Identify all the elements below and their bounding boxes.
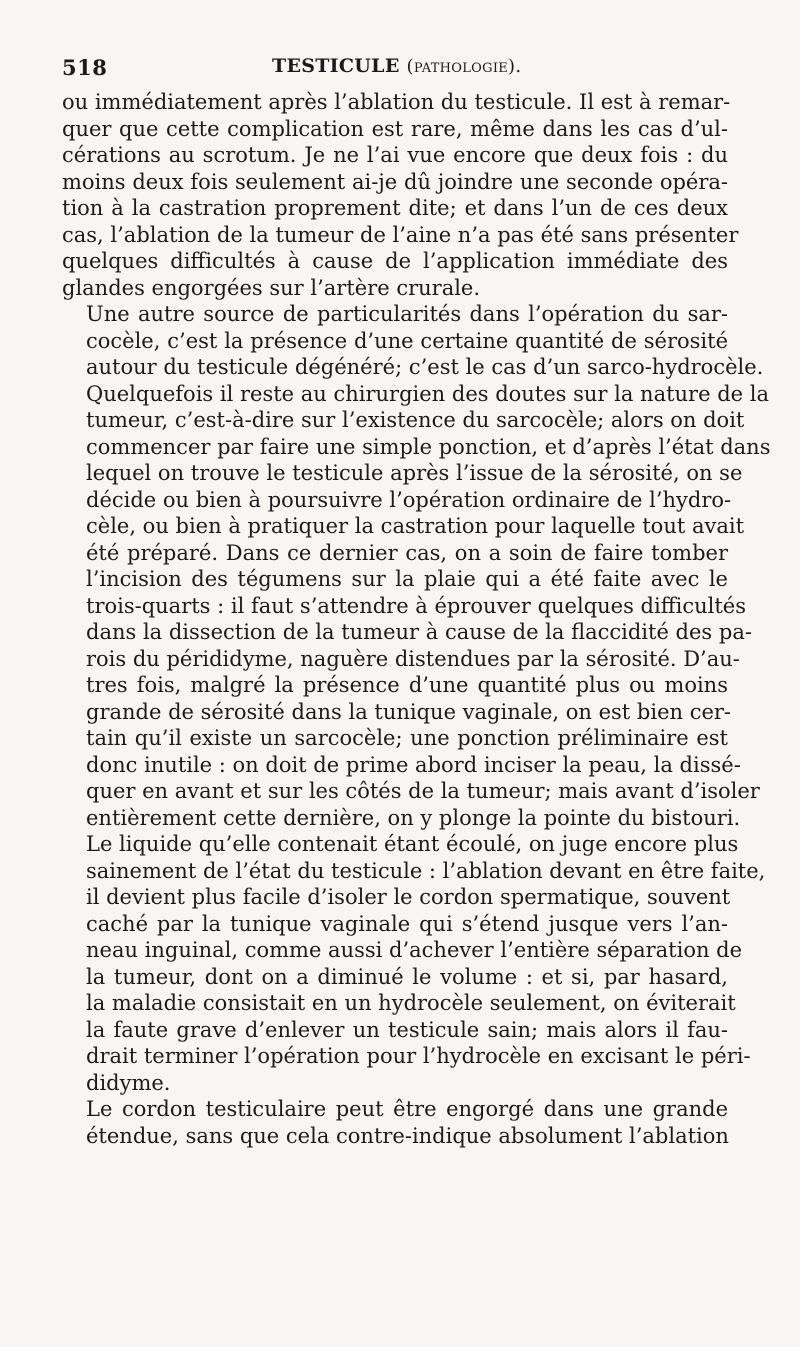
text-line: lequel on trouve le testicule après l’issue de la sérosité, on se [86,461,743,485]
text-line: trois-quarts : il faut s’attendre à éprouver quelques difficultés [86,593,746,618]
text-line: donc inutile : on doit de prime abord inciser la peau, la dissé- [86,752,741,777]
paragraph [62,89,739,301]
paragraph [62,1096,728,1149]
paragraph [62,301,771,1096]
text-line: quer en avant et sur les côtés de la tumeur; mais avant d’isoler [86,779,760,803]
text-line: Le cordon testiculaire peut être engorgé dans une grande [86,1097,728,1121]
text-line: entièrement cette dernière, on y plonge la pointe du bistouri. [86,805,741,830]
text-line: été préparé. Dans ce dernier cas, on a soin de faire tomber [86,540,728,565]
text-line: tion à la castration proprement dite; et dans l’un de ces deux [62,196,728,220]
text-line: glandes engorgées sur l’artère crurale. [62,275,481,300]
text-line: caché par la tunique vaginale qui s’étend jusque vers l’an- [86,911,728,936]
text-line: tumeur, c’est-à-dire sur l’existence du sarcocèle; alors on doit [86,408,745,432]
text-line: la maladie consistait en un hydrocèle seulement, on éviterait [86,991,736,1015]
text-line: quer que cette complication est rare, même dans les cas d’ul- [62,116,728,141]
text-line: rois du pérididyme, naguère distendues par la sérosité. D’au- [86,646,740,671]
text-line: didyme. [86,1070,171,1095]
text-line: autour du testicule dégénéré; c’est le cas d’un sarco-hydrocèle. [86,355,764,379]
text-line: il devient plus facile d’isoler le cordon spermatique, souvent [86,885,731,909]
text-line: quelques difficultés à cause de l’application immédiate des [62,249,728,273]
running-head [62,55,728,83]
text-line: Le liquide qu’elle contenait étant écoulé, on juge encore plus [86,832,739,856]
running-title-sub: (pathologie). [406,56,522,77]
text-line: la tumeur, dont on a diminué le volume : et si, par hasard, [86,964,728,989]
text-line: la faute grave d’enlever un testicule sain; mais alors il fau- [86,1017,728,1042]
body-text [62,89,771,1149]
text-line: cas, l’ablation de la tumeur de l’aine n’a pas été sans présenter [62,222,739,247]
running-title [272,55,521,77]
text-line: cocèle, c’est la présence d’une certaine quantité de sérosité [86,328,728,353]
text-line: l’incision des tégumens sur la plaie qui a été faite avec le [86,567,728,591]
running-title-main: TESTICULE [272,55,400,77]
text-line: cérations au scrotum. Je ne l’ai vue encore que deux fois : du [62,143,728,167]
text-line: sainement de l’état du testicule : l’ablation devant en être faite, [86,858,766,883]
text-line: cèle, ou bien à pratiquer la castration pour laquelle tout avait [86,514,745,538]
text-line: grande de sérosité dans la tunique vaginale, on est bien cer- [86,699,732,724]
text-line: Une autre source de particularités dans l’opération du sar- [86,302,728,326]
text-line: neau inguinal, comme aussi d’achever l’entière séparation de [86,938,743,962]
text-line: tres fois, malgré la présence d’une quantité plus ou moins [86,673,728,697]
text-line: drait terminer l’opération pour l’hydrocèle en excisant le péri- [86,1044,751,1068]
text-line: étendue, sans que cela contre-indique absolument l’ablation [86,1123,729,1148]
text-line: tain qu’il existe un sarcocèle; une ponction préliminaire est [86,726,728,750]
text-line: moins deux fois seulement ai-je dû joindre une seconde opéra- [62,169,728,194]
text-line: décide ou bien à poursuivre l’opération ordinaire de l’hydro- [86,487,732,512]
page-number: 518 [62,55,108,80]
text-line: dans la dissection de la tumeur à cause de la flaccidité des pa- [86,620,752,644]
text-line: commencer par faire une simple ponction, et d’après l’état dans [86,434,771,459]
text-line: Quelquefois il reste au chirurgien des doutes sur la nature de la [86,381,769,406]
text-line: ou immédiatement après l’ablation du testicule. Il est à remar- [62,90,731,114]
